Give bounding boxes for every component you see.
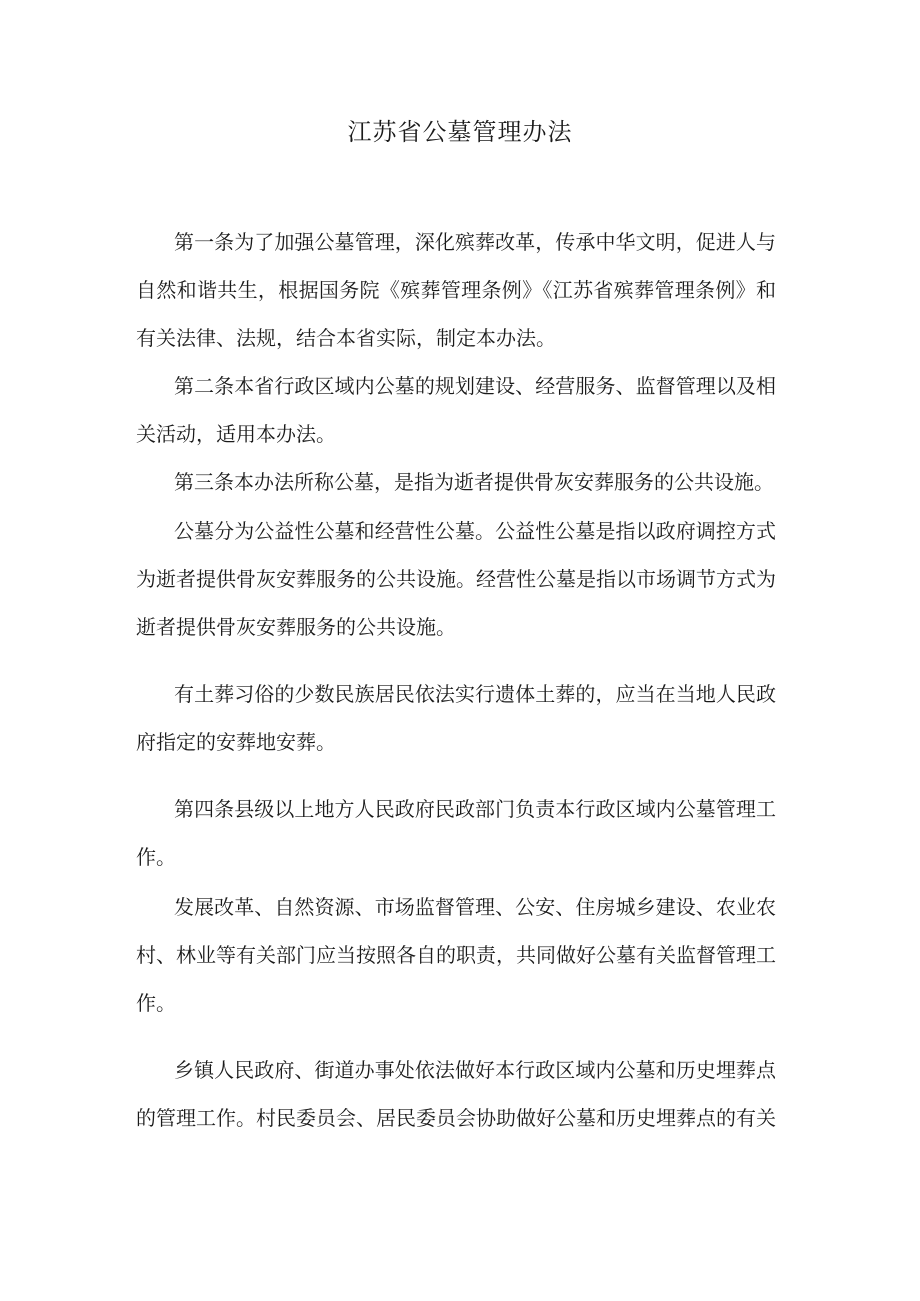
paragraph-ethnic-burial: 有土葬习俗的少数民族居民依法实行遗体土葬的，应当在当地人民政府指定的安葬地安葬。 <box>136 682 776 754</box>
paragraph-article-2: 第二条本省行政区域内公墓的规划建设、经营服务、监督管理以及相关活动，适用本办法。 <box>136 374 776 446</box>
paragraph-article-1: 第一条为了加强公墓管理，深化殡葬改革，传承中华文明，促进人与自然和谐共生，根据国务院《殡葬管理条例》《江苏省殡葬管理条例》和有关法律、法规，结合本省实际，制定本办法。 <box>136 230 776 350</box>
paragraph-article-3: 第三条本办法所称公墓，是指为逝者提供骨灰安葬服务的公共设施。 <box>174 470 774 494</box>
paragraph-township: 乡镇人民政府、街道办事处依法做好本行政区域内公墓和历史埋葬点的管理工作。村民委员会、居民委员会协助做好公墓和历史埋葬点的有关 <box>136 1058 776 1130</box>
paragraph-departments: 发展改革、自然资源、市场监督管理、公安、住房城乡建设、农业农村、林业等有关部门应当按照各自的职责，共同做好公墓有关监督管理工作。 <box>136 895 776 1015</box>
paragraph-cemetery-types: 公墓分为公益性公墓和经营性公墓。公益性公墓是指以政府调控方式为逝者提供骨灰安葬服务的公共设施。经营性公墓是指以市场调节方式为逝者提供骨灰安葬服务的公共设施。 <box>136 519 776 639</box>
paragraph-article-4: 第四条县级以上地方人民政府民政部门负责本行政区域内公墓管理工作。 <box>136 797 776 869</box>
document-title: 江苏省公墓管理办法 <box>347 118 573 146</box>
